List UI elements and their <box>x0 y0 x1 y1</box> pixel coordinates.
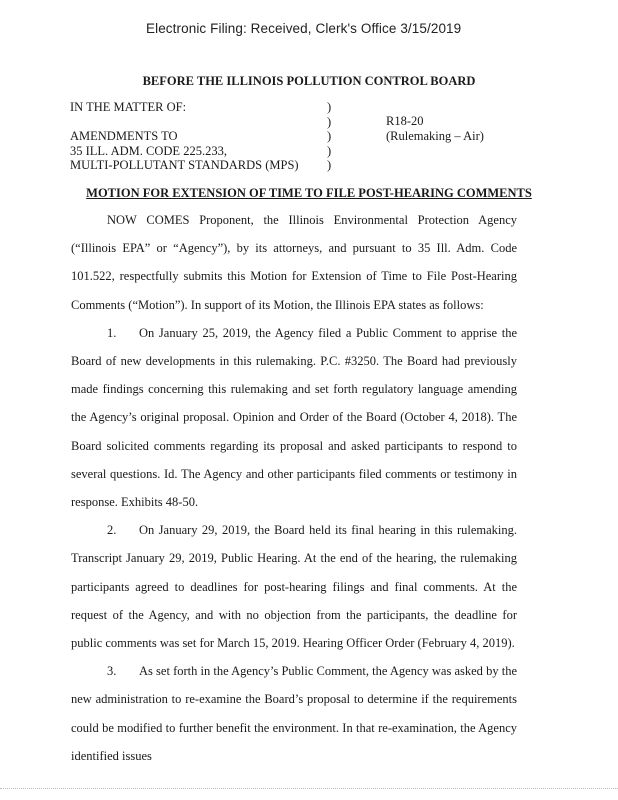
paragraph-number: 3. <box>107 664 117 679</box>
filing-stamp: Electronic Filing: Received, Clerk's Office 3/15/2019 <box>146 21 462 36</box>
docket-type: (Rulemaking – Air) <box>386 128 484 143</box>
numbered-paragraph <box>71 319 517 516</box>
caption-line <box>70 115 330 130</box>
caption-left <box>70 100 330 173</box>
motion-title: MOTION FOR EXTENSION OF TIME TO FILE POST-HEARING COMMENTS <box>86 186 532 200</box>
paragraph-text: On January 29, 2019, the Board held its final hearing in this rulemaking. Transcript January 29, 2019, Public Hearing. At the end of the hearing, the rulemaking participants agreed to deadlines for post-hearing filings and final comments. At the request of the Agency, and with no objection from the participants, the deadline for public comments was set for March 15, 2019. Hearing Officer Order (February 4, 2019). <box>71 523 517 651</box>
caption-line: MULTI-POLLUTANT STANDARDS (MPS) <box>70 158 299 172</box>
caption-line: AMENDMENTS TO <box>70 129 178 143</box>
motion-body <box>71 206 517 770</box>
paragraph-number: 1. <box>107 325 117 340</box>
caption-right <box>386 114 484 143</box>
paragraph-text: As set forth in the Agency’s Public Comment, the Agency was asked by the new administration to re-examine the Board’s proposal to determine if the requirements could be modified to further benefit the environment. In that re-examination, the Agency identified issues <box>71 664 517 763</box>
intro-paragraph: NOW COMES Proponent, the Illinois Environmental Protection Agency (“Illinois EPA” or “Agency”), by its attorneys, and pursuant to 35 Ill. Adm. Code 101.522, respectfully submits this Motion for Extension of Time to File Post-Hearing Comments (“Motion”). In support of its Motion, the Illinois EPA states as follows: <box>71 213 517 312</box>
page-edge-artifact <box>0 788 618 791</box>
caption-paren: ) <box>327 143 332 158</box>
numbered-paragraph <box>71 657 517 770</box>
caption-line: IN THE MATTER OF: <box>70 100 187 114</box>
caption-paren: ) <box>327 100 332 114</box>
paragraph-number: 2. <box>107 523 117 538</box>
caption-paren: ) <box>327 129 332 143</box>
caption-parens <box>327 100 331 173</box>
board-title: BEFORE THE ILLINOIS POLLUTION CONTROL BOARD <box>142 74 476 88</box>
caption-paren: ) <box>327 158 332 172</box>
paragraph-text: On January 25, 2019, the Agency filed a Public Comment to apprise the Board of new developments in this rulemaking. P.C. #3250. The Board had previously made findings concerning this rulemaking and set forth regulatory language amending the Agency’s original proposal. Opinion and Order of the Board (October 4, 2018). The Board solicited comments regarding its proposal and asked participants to respond to several questions. Id. The Agency and other participants filed comments or testimony in response. Exhibits 48-50. <box>71 325 517 510</box>
caption-paren: ) <box>327 114 332 129</box>
docket-number: R18-20 <box>386 114 424 128</box>
numbered-paragraph <box>71 516 517 657</box>
caption-line: 35 ILL. ADM. CODE 225.233, <box>70 143 227 158</box>
